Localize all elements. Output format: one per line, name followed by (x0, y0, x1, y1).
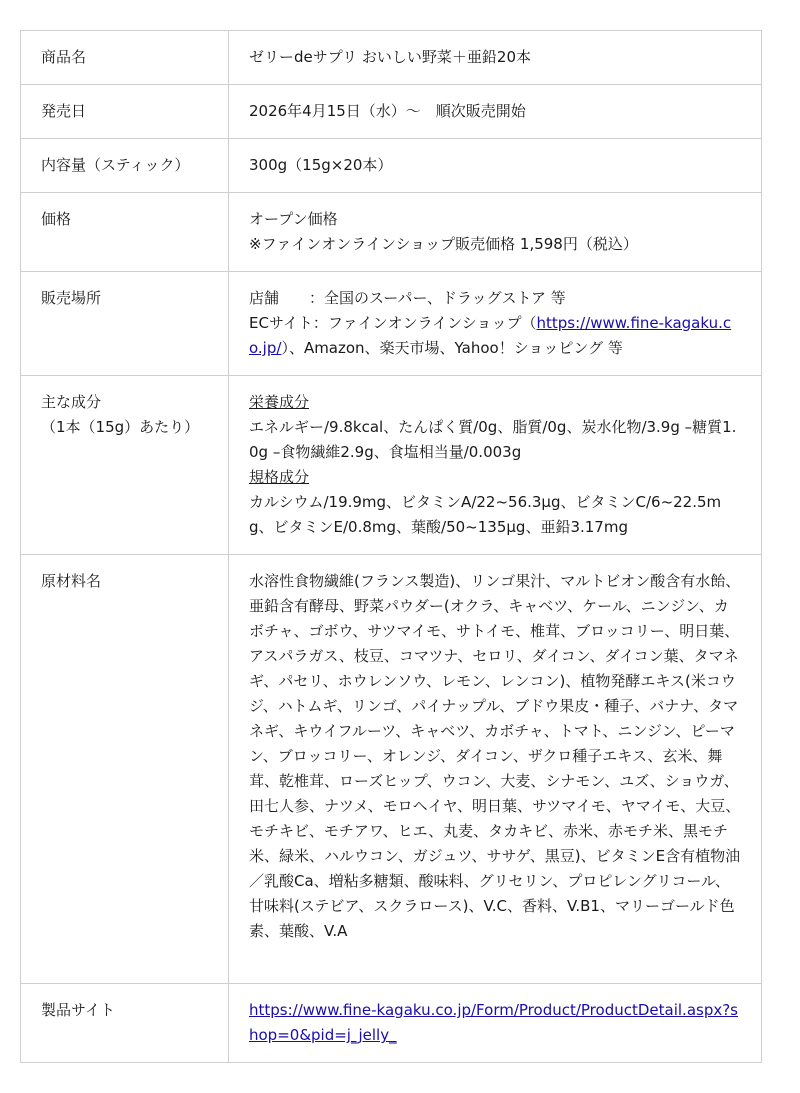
sales-locations-label: 販売場所 (21, 272, 229, 376)
product-site-value (229, 984, 762, 1063)
price-open: オープン価格 (249, 210, 338, 228)
release-date-value: 2026年4月15日（水）〜 順次販売開始 (229, 85, 762, 139)
product-name-value: ゼリーdeサプリ おいしい野菜＋亜鉛20本 (229, 31, 762, 85)
main-ingredients-label-note: （1本（15g）あたり） (41, 418, 200, 436)
table-row-main-ingredients (21, 376, 762, 555)
table-row-product-site (21, 984, 762, 1063)
sales-ec-suffix: ）、Amazon、楽天市場、Yahoo！ショッピング 等 (281, 339, 623, 357)
price-value (229, 193, 762, 272)
sales-stores: 店舗 ：全国のスーパー、ドラッグストア 等 (249, 289, 566, 307)
table-row-raw-materials (21, 555, 762, 984)
product-site-label: 製品サイト (21, 984, 229, 1063)
nutrition-text: エネルギー/9.8kcal、たんぱく質/0g、脂質/0g、炭水化物/3.9g –糖質1.0g –食物繊維2.9g、食塩相当量/0.003g (249, 418, 737, 461)
raw-materials-value: 水溶性食物繊維(フランス製造)、リンゴ果汁、マルトビオン酸含有水飴、亜鉛含有酵母、野菜パウダー(オクラ、キャベツ、ケール、ニンジン、カボチャ、ゴボウ、サツマイモ、サトイモ、椎茸、ブロッコリー、明日葉、アスパラガス、枝豆、コマツナ、セロリ、ダイコン、ダイコン葉、タマネギ、パセリ、ホウレンソウ、レモン、レンコン)、植物発酵エキス(米コウジ、ハトムギ、リンゴ、パイナップル、ブドウ果皮・種子、バナナ、タマネギ、キウイフルーツ、キャベツ、カボチャ、トマト、ニンジン、ピーマン、ブロッコリー、オレンジ、ダイコン、ザクロ種子エキス、玄米、舞茸、乾椎茸、ローズヒップ、ウコン、大麦、シナモン、ユズ、ショウガ、田七人参、ナツメ、モロヘイヤ、明日葉、サツマイモ、ヤマイモ、大豆、モチキビ、モチアワ、ヒエ、丸麦、タカキビ、赤米、赤モチ米、黒モチ米、緑米、ハルウコン、ガジュツ、ササゲ、黒豆)、ビタミンE含有植物油／乳酸Ca、増粘多糖類、酸味料、グリセリン、プロピレングリコール、甘味料(ステビア、スクラロース)、V.C、香料、V.B1、マリーゴールド色素、葉酸、V.A (229, 555, 762, 984)
price-label: 価格 (21, 193, 229, 272)
table-row-sales-locations (21, 272, 762, 376)
raw-materials-label: 原材料名 (21, 555, 229, 984)
table-row-contents (21, 139, 762, 193)
fine-online-shop-link[interactable]: https://www.fine-kagaku.co.jp/ (249, 314, 732, 357)
table-row-product-name (21, 31, 762, 85)
product-site-link[interactable]: https://www.fine-kagaku.co.jp/Form/Product/ProductDetail.aspx?shop=0&pid=j_jelly_ (249, 1001, 738, 1044)
main-ingredients-label-title: 主な成分 (41, 393, 102, 411)
sales-locations-value (229, 272, 762, 376)
product-name-label: 商品名 (21, 31, 229, 85)
contents-value: 300g（15g×20本） (229, 139, 762, 193)
product-spec-table (20, 30, 762, 1063)
table-row-price (21, 193, 762, 272)
release-date-label: 発売日 (21, 85, 229, 139)
nutrition-heading: 栄養成分 (249, 393, 310, 411)
price-online: ※ファインオンラインショップ販売価格 1,598円（税込） (249, 235, 638, 253)
standard-text: カルシウム/19.9mg、ビタミンA/22~56.3μg、ビタミンC/6~22.5mg、ビタミンE/0.8mg、葉酸/50~135μg、亜鉛3.17mg (249, 493, 722, 536)
standard-heading: 規格成分 (249, 468, 310, 486)
main-ingredients-value (229, 376, 762, 555)
contents-label: 内容量（スティック） (21, 139, 229, 193)
main-ingredients-label (21, 376, 229, 555)
table-row-release-date (21, 85, 762, 139)
sales-ec-prefix: ECサイト：ファインオンラインショップ（ (249, 314, 537, 332)
